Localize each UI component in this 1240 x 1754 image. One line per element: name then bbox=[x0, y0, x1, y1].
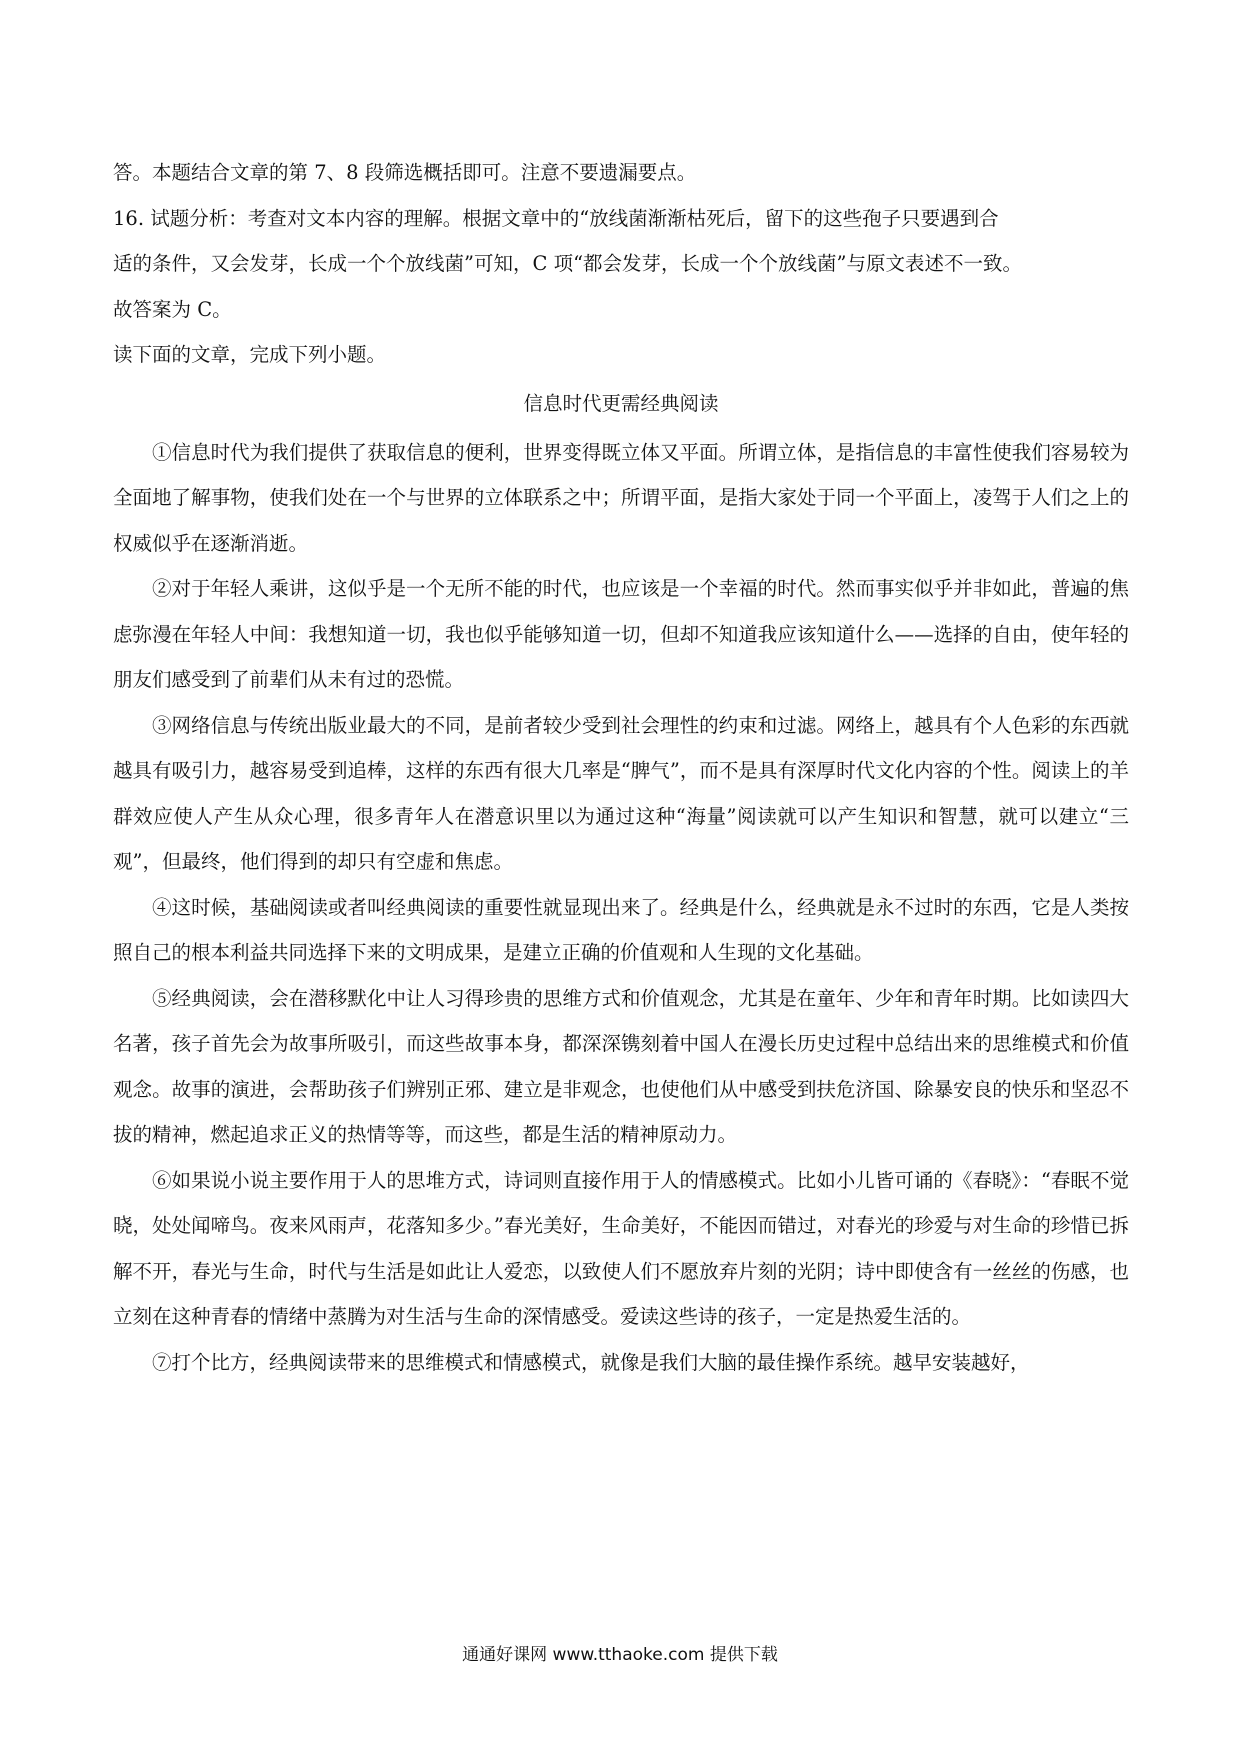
article-title: 信息时代更需经典阅读 bbox=[523, 391, 719, 415]
question-16-analysis bbox=[113, 196, 1129, 333]
article-paragraph-6: ⑥如果说小说主要作用于人的思堆方式，诗词则直接作用于人的情感模式。比如小儿皆可诵的《春晓》：“春眠不觉晓，处处闻啼鸟。夜来风雨声，花落知多少。”春光美好，生命美好，不能因而错过，对春光的珍爱与对生命的珍惜已拆解不开，春光与生命，时代与生活是如此让人爱恋，以致使人们不愿放弃片刻的光阴；诗中即使含有一丝丝的伤感，也立刻在这种青春的情绪中蒸腾为对生活与生命的深情感受。爱读这些诗的孩子，一定是热爱生活的。 bbox=[113, 1168, 1129, 1328]
page-content bbox=[113, 150, 1129, 1385]
article-paragraph-2: ②对于年轻人乘讲，这似乎是一个无所不能的时代，也应该是一个幸福的时代。然而事实似乎并非如此，普遍的焦虑弥漫在年轻人中间：我想知道一切，我也似乎能够知道一切，但却不知道我应该知道什么——选择的自由，使年轻的朋友们感受到了前辈们从未有过的恐慌。 bbox=[113, 577, 1129, 691]
previous-answer-tail: 答。本题结合文章的第 7、8 段筛选概括即可。注意不要遗漏要点。 bbox=[113, 161, 697, 184]
article-paragraph-7: ⑦打个比方，经典阅读带来的思维模式和情感模式，就像是我们大脑的最佳操作系统。越早安装越好， bbox=[152, 1350, 1030, 1374]
article-body bbox=[113, 430, 1129, 1386]
article-paragraph-4: ④这时候，基础阅读或者叫经典阅读的重要性就显现出来了。经典是什么，经典就是永不过时的东西，它是人类按照自己的根本利益共同选择下来的文明成果，是建立正确的价值观和人生现的文化基础。 bbox=[113, 895, 1129, 964]
question-16-line-3: 故答案为 C。 bbox=[113, 297, 232, 321]
article-paragraph-5: ⑤经典阅读，会在潜移默化中让人习得珍贵的思维方式和价值观念，尤其是在童年、少年和青年时期。比如读四大名著，孩子首先会为故事所吸引，而这些故事本身，都深深镌刻着中国人在漫长历史过程中总结出来的思维模式和价值观念。故事的演进，会帮助孩子们辨别正邪、建立是非观念，也使他们从中感受到扶危济国、除暴安良的快乐和坚忍不拔的精神，燃起追求正义的热情等等，而这些，都是生活的精神原动力。 bbox=[113, 986, 1129, 1146]
article-paragraph-1: ①信息时代为我们提供了获取信息的便利，世界变得既立体又平面。所谓立体，是指信息的丰富性使我们容易较为全面地了解事物，使我们处在一个与世界的立体联系之中；所谓平面，是指大家处于同一个平面上，凌驾于人们之上的权威似乎在逐渐消逝。 bbox=[113, 440, 1129, 555]
question-16-line-1: 16. 试题分析：考查对文本内容的理解。根据文章中的“放线菌渐渐枯死后，留下的这些孢子只要遇到合 bbox=[113, 206, 999, 230]
question-16-line-2: 适的条件，又会发芽，长成一个个放线菌”可知，C 项“都会发芽，长成一个个放线菌”与原文表述不一致。 bbox=[113, 252, 1023, 275]
reading-instruction: 读下面的文章，完成下列小题。 bbox=[113, 343, 387, 366]
article-paragraph-3: ③网络信息与传统出版业最大的不同，是前者较少受到社会理性的约束和过滤。网络上，越具有个人色彩的东西就越具有吸引力，越容易受到追棒，这样的东西有很大几率是“脾气”，而不是具有深厚时代文化内容的个性。阅读上的羊群效应使人产生从众心理，很多青年人在潜意识里以为通过这种“海量”阅读就可以产生知识和智慧，就可以建立“三观”，但最终，他们得到的却只有空虚和焦虑。 bbox=[113, 713, 1129, 873]
page-footer: 通通好课网 www.tthaoke.com 提供下载 bbox=[462, 1645, 778, 1665]
